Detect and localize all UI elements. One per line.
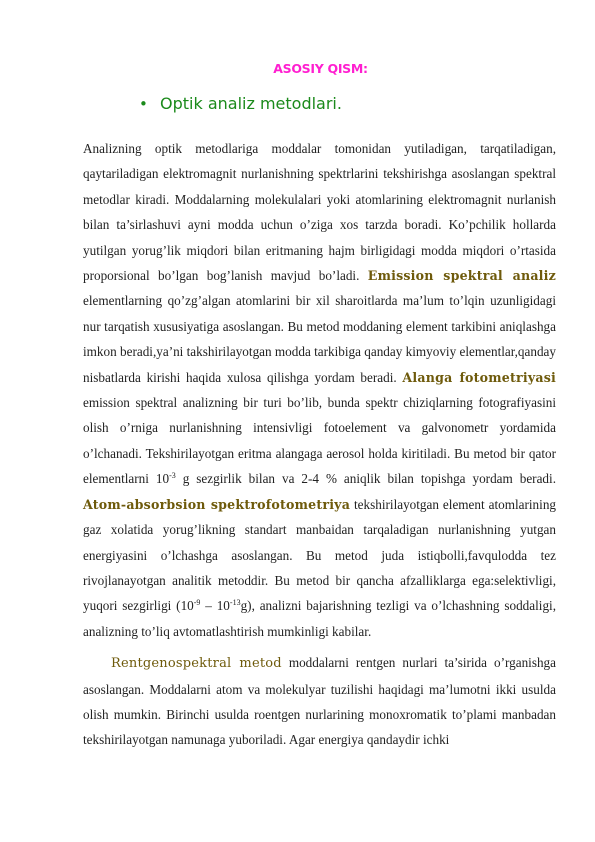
- term-flame-photometry: Alanga fotometriyasi: [402, 369, 557, 385]
- bullet-icon: •: [139, 95, 148, 113]
- superscript: -13: [229, 598, 241, 608]
- text-span: elementlarning qo’zg’algan atomlarini bir xil sharoitlarda ma’lum to’lqin uzunligidagi nur tarqatish xususiyatiga asoslangan. Bu metod moddaning element tarkibini aniqlashga imkon beradi,ya’ni takshirilayotgan modda tarkibiga qanday kimyoviy elementlar,qanday nisbatlarda kirishi haqida xulosa qilishga yordam beradi.: [83, 293, 556, 385]
- body-text: [83, 136, 556, 753]
- term-atomic-absorption: Atom-absorbsion spektrofotometriya: [83, 496, 351, 512]
- text-span: emission spektral analizning bir turi bo’lib, bunda spektr chiziqlarning fotografiyasini olish o’rniga nurlanishning intensivligi fotoelement va galvonometr yordamida o’lchanadi. Tekshirilayotgan eritma alangaga aerosol holda kiritiladi. Bu metod bir qator elementlarni 10: [83, 395, 556, 487]
- text-span: g sezgirlik bilan va 2-4 % aniqlik bilan topishga yordam beradi.: [175, 471, 556, 487]
- superscript: -3: [169, 471, 176, 481]
- text-span: tekshirilayotgan element atomlarining gaz xolatida yorug’likning standart manbaidan tarqaladigan nurlanishning yutgan energiyasini o’lchashga asoslangan. Bu metod juda istiqbolli,favqulodda tez rivojlanayotgan analitik metoddir. Bu metod bir qancha afzalliklarga ega:selektivligi, yuqori sezgirligi (10: [83, 496, 557, 614]
- text-span: g), analizni bajarishning tezligi va o’lchashning soddaligi, analizning to’liq avtomatlashtirish mumkinligi kabilar.: [83, 598, 556, 639]
- superscript: -9: [193, 598, 201, 608]
- text-span: moddalarni rentgen nurlari ta’sirida o’rganishga asoslangan. Moddalarni atom va molekulyar tuzilishi haqidagi ma’lumotni ikki usulda olish mumkin. Birinchi usulda roentgen nurlarining monoxromatik to’plami manbadan tekshirilayotgan namunaga yuboriladi. Agar energiya qandaydir ichki: [83, 655, 556, 748]
- term-emission-spectral-analysis: Emission spektral analiz: [367, 268, 556, 284]
- paragraph-optical-methods: [83, 136, 556, 644]
- paragraph-x-ray-methods: [83, 650, 556, 753]
- term-x-ray-spectral-method: Rentgenospektral metod: [111, 656, 282, 672]
- section-heading: ASOSIY QISM:: [273, 61, 368, 76]
- subsection-title: [139, 94, 342, 113]
- text-span: – 10: [200, 598, 230, 614]
- subsection-title-text: Optik analiz metodlari.: [160, 94, 342, 113]
- text-span: Analizning optik metodlariga moddalar tomonidan yutiladigan, tarqatiladigan, qaytariladigan elektromagnit nurlanishning spektrlarini tekshirishga asoslangan spektral metodlar kiradi. Moddalarning molekulalari yoki atomlarining elektromagnit nurlanish bilan ta’sirlashuvi ayni modda uchun o’ziga xos tarzda boradi. Ko’pchilik hollarda yutilgan yorug’lik miqdori bilan eritmaning hajm birligidagi modda miqdori o’rtasida proporsional bo’lgan bog’lanish mavjud bo’ladi.: [83, 141, 556, 284]
